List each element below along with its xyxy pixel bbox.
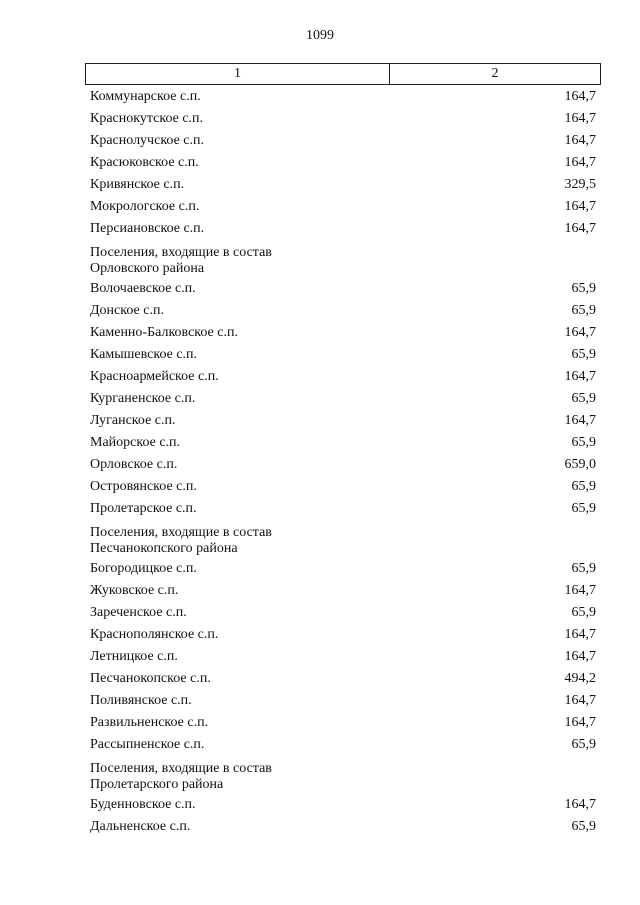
settlement-name: Мокрологское с.п.	[90, 199, 200, 214]
table-row	[90, 558, 596, 580]
amount-value: 164,7	[564, 369, 596, 384]
table-header	[85, 63, 601, 85]
amount-value: 164,7	[564, 627, 596, 642]
amount-value: 65,9	[571, 303, 596, 318]
amount-value: 164,7	[564, 797, 596, 812]
table-row	[90, 476, 596, 498]
group-heading: Поселения, входящие в состав Песчанокопского района	[90, 525, 272, 556]
table-row	[90, 322, 596, 344]
table-row	[90, 108, 596, 130]
settlement-name: Зареченское с.п.	[90, 605, 187, 620]
table-row	[90, 344, 596, 366]
amount-value: 164,7	[564, 221, 596, 236]
settlement-name: Донское с.п.	[90, 303, 164, 318]
settlement-name: Дальненское с.п.	[90, 819, 191, 834]
table-body	[90, 86, 596, 838]
column-header-2: 2	[491, 66, 499, 81]
amount-value: 329,5	[564, 177, 596, 192]
settlement-name: Буденновское с.п.	[90, 797, 196, 812]
amount-value: 65,9	[571, 281, 596, 296]
group-heading: Поселения, входящие в состав Пролетарского района	[90, 761, 272, 792]
table-row	[90, 410, 596, 432]
table-row	[90, 690, 596, 712]
settlement-name: Летницкое с.п.	[90, 649, 178, 664]
table-row	[90, 794, 596, 816]
settlement-name: Луганское с.п.	[90, 413, 176, 428]
table-row	[90, 300, 596, 322]
settlement-name: Майорское с.п.	[90, 435, 181, 450]
settlement-name: Пролетарское с.п.	[90, 501, 197, 516]
settlement-name: Коммунарское с.п.	[90, 89, 201, 104]
table-row	[90, 278, 596, 300]
table-row	[90, 86, 596, 108]
table-row	[90, 388, 596, 410]
settlement-name: Каменно-Балковское с.п.	[90, 325, 238, 340]
table-row	[90, 580, 596, 602]
table-row	[90, 498, 596, 520]
settlement-name: Красюковское с.п.	[90, 155, 199, 170]
table-row	[90, 366, 596, 388]
amount-value: 164,7	[564, 325, 596, 340]
table-row	[90, 668, 596, 690]
amount-value: 65,9	[571, 819, 596, 834]
amount-value: 65,9	[571, 737, 596, 752]
amount-value: 659,0	[564, 457, 596, 472]
amount-value: 164,7	[564, 133, 596, 148]
settlement-name: Островянское с.п.	[90, 479, 197, 494]
amount-value: 65,9	[571, 605, 596, 620]
table-row	[90, 218, 596, 240]
amount-value: 494,2	[564, 671, 596, 686]
settlement-name: Песчанокопское с.п.	[90, 671, 211, 686]
amount-value: 65,9	[571, 501, 596, 516]
amount-value: 65,9	[571, 435, 596, 450]
group-heading-row	[90, 520, 596, 558]
settlement-name: Жуковское с.п.	[90, 583, 179, 598]
table-row	[90, 712, 596, 734]
settlement-name: Кривянское с.п.	[90, 177, 185, 192]
amount-value: 164,7	[564, 693, 596, 708]
table-row	[90, 624, 596, 646]
table-row	[90, 454, 596, 476]
settlement-name: Краснолучское с.п.	[90, 133, 204, 148]
settlement-name: Орловское с.п.	[90, 457, 178, 472]
amount-value: 65,9	[571, 347, 596, 362]
amount-value: 164,7	[564, 155, 596, 170]
settlement-name: Персиановское с.п.	[90, 221, 205, 236]
amount-value: 65,9	[571, 391, 596, 406]
settlement-name: Красноармейское с.п.	[90, 369, 219, 384]
group-heading-row	[90, 756, 596, 794]
settlement-name: Богородицкое с.п.	[90, 561, 197, 576]
table-row	[90, 816, 596, 838]
table-row	[90, 646, 596, 668]
table-row	[90, 734, 596, 756]
settlement-name: Развильненское с.п.	[90, 715, 209, 730]
group-heading-row	[90, 240, 596, 278]
table-row	[90, 130, 596, 152]
table-row	[90, 174, 596, 196]
settlement-name: Волочаевское с.п.	[90, 281, 196, 296]
amount-value: 164,7	[564, 583, 596, 598]
settlement-name: Краснополянское с.п.	[90, 627, 219, 642]
page-number: 1099	[306, 28, 334, 43]
table-row	[90, 602, 596, 624]
amount-value: 164,7	[564, 199, 596, 214]
amount-value: 164,7	[564, 649, 596, 664]
table-row	[90, 152, 596, 174]
settlement-name: Краснокутское с.п.	[90, 111, 204, 126]
table-row	[90, 432, 596, 454]
amount-value: 164,7	[564, 111, 596, 126]
amount-value: 65,9	[571, 561, 596, 576]
settlement-name: Поливянское с.п.	[90, 693, 192, 708]
amount-value: 164,7	[564, 89, 596, 104]
amount-value: 164,7	[564, 413, 596, 428]
column-header-1: 1	[86, 64, 390, 84]
table-row	[90, 196, 596, 218]
settlement-name: Камышевское с.п.	[90, 347, 198, 362]
settlement-name: Курганенское с.п.	[90, 391, 196, 406]
settlement-name: Рассыпненское с.п.	[90, 737, 205, 752]
amount-value: 65,9	[571, 479, 596, 494]
group-heading: Поселения, входящие в состав Орловского района	[90, 245, 272, 276]
amount-value: 164,7	[564, 715, 596, 730]
